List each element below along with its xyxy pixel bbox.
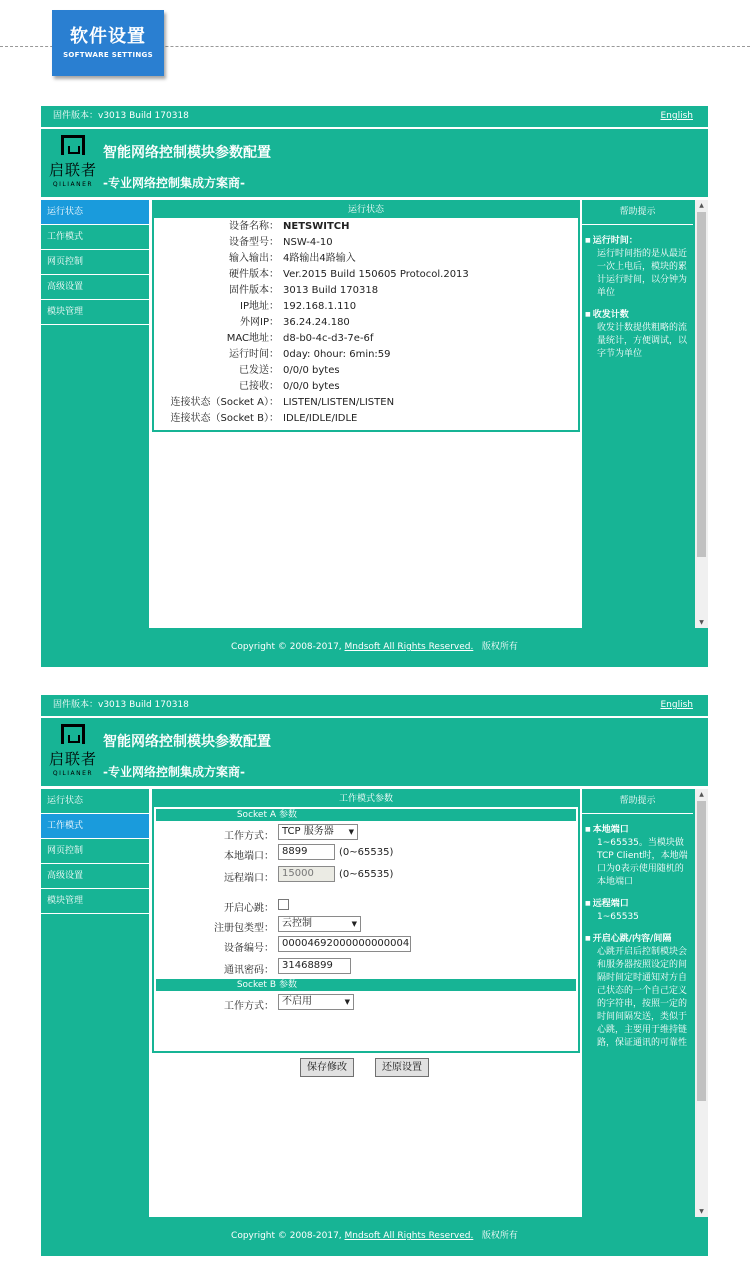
status-value: d8-b0-4c-d3-7e-6f	[283, 333, 374, 344]
footer	[41, 628, 708, 667]
sidebar-item-advanced[interactable]: 高级设置	[41, 864, 149, 889]
status-row	[154, 315, 578, 331]
mode-a-select[interactable]	[278, 824, 358, 840]
socket-a-header	[156, 809, 576, 821]
badge-subtitle: SOFTWARE SETTINGS	[63, 51, 153, 59]
help-panel	[582, 789, 708, 1217]
help-text: 1~65535	[597, 912, 639, 922]
footer-rights: 版权所有	[481, 1231, 518, 1241]
language-link[interactable]: English	[660, 700, 693, 710]
status-label: 设备型号：	[229, 237, 279, 248]
password-row	[154, 957, 578, 977]
page-subtitle: -专业网络控制集成方案商-	[103, 176, 245, 190]
local-port-row	[154, 843, 578, 863]
top-bar	[41, 106, 708, 127]
remote-port-row	[154, 865, 578, 885]
reg-type-row	[154, 915, 578, 935]
help-scrollbar[interactable]	[695, 789, 708, 1217]
status-row	[154, 411, 578, 427]
panel-title: 运行状态	[154, 202, 578, 218]
remote-port-input[interactable]: 15000	[278, 866, 335, 882]
sidebar-item-module-manage[interactable]: 模块管理	[41, 889, 149, 914]
status-label: MAC地址：	[226, 333, 279, 344]
sidebar-item-web-control[interactable]: 网页控制	[41, 250, 149, 275]
scroll-down-arrow-icon[interactable]: ▼	[699, 1208, 704, 1215]
status-row	[154, 363, 578, 379]
sidebar-item-module-manage[interactable]: 模块管理	[41, 300, 149, 325]
reset-button[interactable]: 还原设置	[375, 1058, 429, 1077]
status-value: 4路输出4路输入	[283, 253, 356, 264]
footer	[41, 1217, 708, 1256]
status-screen	[41, 106, 708, 667]
logo-mark-icon	[61, 135, 85, 155]
status-label: 连接状态（Socket A）：	[170, 397, 279, 408]
status-row	[154, 299, 578, 315]
socket-a-params-label: 参数	[279, 810, 298, 820]
socket-a-label: Socket A	[236, 810, 276, 820]
footer-link[interactable]: Mndsoft All Rights Reserved.	[344, 1231, 474, 1241]
dropdown-arrow-icon: ▼	[348, 828, 354, 836]
status-label: 运行时间：	[229, 349, 279, 360]
help-scrollbar[interactable]	[695, 200, 708, 628]
password-label: 通讯密码：	[224, 965, 274, 976]
help-body	[585, 823, 691, 1058]
help-text: 收发计数提供粗略的流量统计，方便调试，以字节为单位	[597, 323, 688, 359]
status-value: LISTEN/LISTEN/LISTEN	[283, 397, 395, 408]
reg-type-label: 注册包类型：	[214, 923, 274, 934]
help-heading: ■ 开启心跳/内容/间隔	[585, 932, 691, 946]
status-label: 已发送：	[239, 365, 279, 376]
logo	[45, 133, 101, 193]
socket-b-params-label: 参数	[279, 980, 298, 990]
status-label: 硬件版本：	[229, 269, 279, 280]
status-row	[154, 347, 578, 363]
sidebar-item-status[interactable]: 运行状态	[41, 789, 149, 814]
sidebar-item-web-control[interactable]: 网页控制	[41, 839, 149, 864]
scroll-up-arrow-icon[interactable]: ▲	[699, 202, 704, 209]
device-no-label: 设备编号：	[224, 943, 274, 954]
sidebar-item-work-mode[interactable]: 工作模式	[41, 225, 149, 250]
dropdown-arrow-icon: ▼	[351, 920, 357, 928]
local-port-range: (0~65535)	[339, 846, 394, 858]
firmware-version: 固件版本：v3013 Build 170318	[53, 111, 189, 121]
status-label: 设备名称：	[229, 221, 279, 232]
mode-a-selected: TCP 服务器	[282, 826, 334, 837]
scroll-thumb[interactable]	[697, 212, 706, 557]
remote-port-range: (0~65535)	[339, 868, 394, 880]
logo-mark-icon	[61, 724, 85, 744]
logo	[45, 722, 101, 782]
status-value: NETSWITCH	[283, 221, 350, 232]
page-subtitle: -专业网络控制集成方案商-	[103, 765, 245, 779]
remote-port-label: 远程端口：	[224, 873, 274, 884]
status-label: 外网IP：	[240, 317, 279, 328]
firmware-version: 固件版本：v3013 Build 170318	[53, 700, 189, 710]
local-port-input[interactable]: 8899	[278, 844, 335, 860]
heartbeat-label: 开启心跳：	[224, 903, 274, 914]
work-mode-screen	[41, 695, 708, 1256]
mode-a-label: 工作方式：	[224, 831, 274, 842]
scroll-down-arrow-icon[interactable]: ▼	[699, 619, 704, 626]
mode-b-selected: 不启用	[282, 996, 312, 1007]
status-value: 0day: 0hour: 6min:59	[283, 349, 391, 360]
socket-b-header	[156, 979, 576, 991]
logo-pinyin: QILIANER	[52, 770, 94, 777]
help-body	[585, 234, 691, 369]
device-no-input[interactable]: 00004692000000000004	[278, 936, 411, 952]
footer-rights: 版权所有	[481, 642, 518, 652]
status-row	[154, 251, 578, 267]
logo-pinyin: QILIANER	[52, 181, 94, 188]
dropdown-arrow-icon: ▼	[344, 998, 350, 1006]
section-badge	[52, 10, 164, 76]
status-value: 36.24.24.180	[283, 317, 350, 328]
help-title: 帮助提示	[582, 200, 693, 225]
device-no-row	[154, 935, 578, 955]
sidebar	[41, 789, 149, 1217]
reg-type-select[interactable]	[278, 916, 361, 932]
local-port-label: 本地端口：	[224, 851, 274, 862]
help-text: 1~65535。当模块做TCP Client时，本地端口为0表示使用随机的本地端口	[597, 838, 688, 887]
scroll-thumb[interactable]	[697, 801, 706, 1101]
status-row	[154, 331, 578, 347]
status-label: IP地址：	[240, 301, 279, 312]
top-bar	[41, 695, 708, 716]
socket-b-label: Socket B	[236, 980, 276, 990]
help-text: 运行时间指的是从最近一次上电后，模块的累计运行时间，以分钟为单位	[597, 249, 688, 298]
scroll-up-arrow-icon[interactable]: ▲	[699, 791, 704, 798]
status-value: NSW-4-10	[283, 237, 333, 248]
status-value: IDLE/IDLE/IDLE	[283, 413, 358, 424]
help-panel	[582, 200, 708, 628]
status-label: 已接收：	[239, 381, 279, 392]
help-title: 帮助提示	[582, 789, 693, 814]
save-button[interactable]: 保存修改	[300, 1058, 354, 1077]
sidebar-item-status[interactable]: 运行状态	[41, 200, 149, 225]
page-title: 智能网络控制模块参数配置	[103, 734, 271, 750]
heartbeat-row	[154, 895, 578, 915]
status-value: Ver.2015 Build 150605 Protocol.2013	[283, 269, 469, 280]
mode-b-select[interactable]	[278, 994, 354, 1010]
status-label: 连接状态（Socket B）：	[170, 413, 279, 424]
language-link[interactable]: English	[660, 111, 693, 121]
work-mode-panel	[152, 789, 580, 1053]
mode-b-row	[154, 993, 578, 1013]
footer-link[interactable]: Mndsoft All Rights Reserved.	[344, 642, 474, 652]
status-value: 0/0/0 bytes	[283, 381, 340, 392]
sidebar	[41, 200, 149, 628]
status-value: 3013 Build 170318	[283, 285, 379, 296]
help-heading: ■ 运行时间：	[585, 234, 691, 248]
sidebar-item-work-mode[interactable]: 工作模式	[41, 814, 149, 839]
header	[41, 129, 708, 197]
status-row	[154, 235, 578, 251]
status-row	[154, 379, 578, 395]
logo-name: 启联者	[48, 750, 97, 768]
footer-copyright: Copyright © 2008-2017,	[231, 1231, 345, 1241]
status-label: 固件版本：	[229, 285, 279, 296]
status-label: 输入输出：	[229, 253, 279, 264]
reg-type-selected: 云控制	[282, 918, 312, 929]
status-row	[154, 395, 578, 411]
panel-title: 工作模式参数	[154, 791, 578, 807]
logo-name: 启联者	[48, 161, 97, 179]
status-row	[154, 219, 578, 235]
sidebar-item-advanced[interactable]: 高级设置	[41, 275, 149, 300]
status-row	[154, 267, 578, 283]
main-content	[149, 789, 581, 1217]
mode-b-label: 工作方式：	[224, 1001, 274, 1012]
badge-title: 软件设置	[70, 26, 146, 47]
help-heading: ■ 收发计数	[585, 308, 691, 322]
status-row	[154, 283, 578, 299]
help-heading: ■ 远程端口	[585, 897, 691, 911]
status-value: 192.168.1.110	[283, 301, 357, 312]
main-content	[149, 200, 581, 628]
footer-copyright: Copyright © 2008-2017,	[231, 642, 345, 652]
status-value: 0/0/0 bytes	[283, 365, 340, 376]
status-panel	[152, 200, 580, 432]
header	[41, 718, 708, 786]
password-input[interactable]: 31468899	[278, 958, 351, 974]
heartbeat-checkbox[interactable]	[278, 899, 289, 910]
page-title: 智能网络控制模块参数配置	[103, 145, 271, 161]
help-text: 心跳开启后控制模块会和服务器按照设定的间隔时间定时通知对方自己状态的一个自己定义的字符串，按照一定的时间间隔发送，类似于心跳，主要用于维持链路，保证通讯的可靠性	[597, 947, 688, 1048]
help-heading: ■ 本地端口	[585, 823, 691, 837]
mode-a-row	[154, 823, 578, 843]
